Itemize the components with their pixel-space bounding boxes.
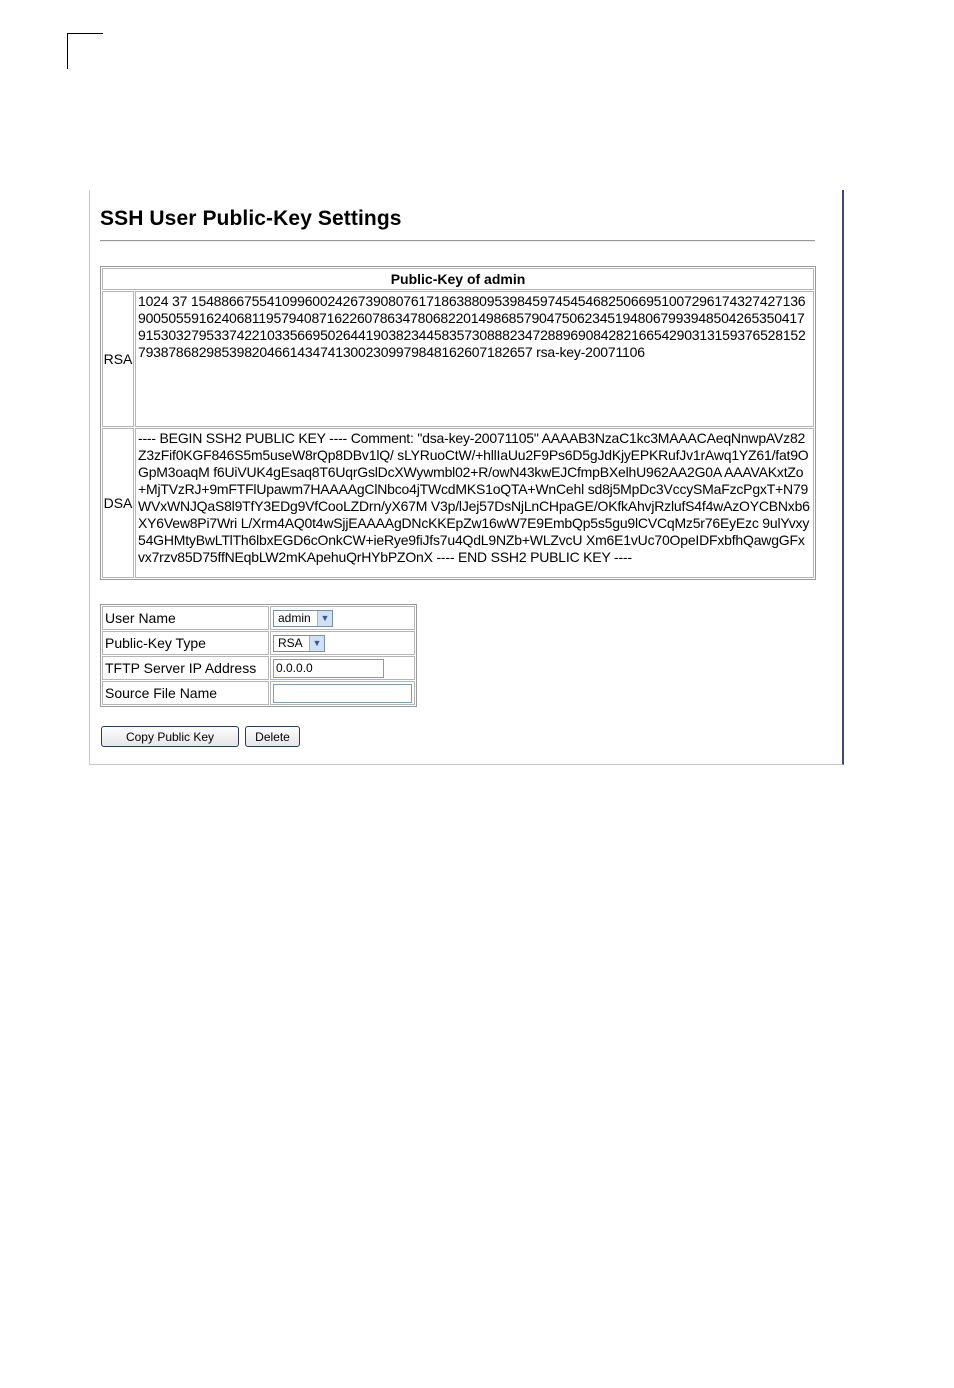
form-row — [102, 656, 415, 680]
delete-button[interactable]: Delete — [245, 726, 300, 747]
table-row — [102, 428, 814, 578]
title-divider — [100, 240, 815, 242]
source-file-name-input[interactable] — [273, 684, 412, 703]
key-settings-form — [100, 604, 417, 707]
key-type-label: Public-Key Type — [102, 631, 269, 655]
crop-mark — [67, 33, 68, 69]
user-name-value: admin — [278, 610, 311, 625]
public-key-table-header: Public-Key of admin — [102, 268, 814, 290]
tftp-server-ip-label: TFTP Server IP Address — [102, 656, 269, 680]
chevron-down-icon[interactable]: ▼ — [309, 636, 324, 651]
key-type-label: DSA — [102, 428, 134, 578]
tftp-server-ip-input[interactable]: 0.0.0.0 — [273, 659, 384, 678]
key-type-select[interactable] — [273, 635, 325, 652]
table-header-row — [102, 268, 814, 290]
rsa-key-value: 1024 37 154886675541099600242673908076171863880953984597454546825066951007296174327427136900505591624068119579408716226078634780682201498685790475062345194806799394850426535041791530327953374221033566950264419038234458357308882347288969084282166542903131593765281527938786829853982046614347413002309979848162607182657 rsa-key-20071106 — [135, 291, 814, 427]
dsa-key-value: ---- BEGIN SSH2 PUBLIC KEY ---- Comment: "dsa-key-20071105" AAAAB3NzaC1kc3MAAACAeqNnwpAVz82Z3zFif0KGF846S5m5useW8rQp8DBv1lQ/ sLYRuoCtW/+hllIaUu2F9Ps6D5gJdKjyEPKRufJv1rAwq1YZ61/fat9OGpM3oaqM f6UiVUK4gEsaq8T6UqrGslDcXWywmbl02+R/owN43kwEJCfmpBXelhU962AA2G0A AAAVAKxtZo+MjTVzRJ+9mFTFlUpawm7HAAAAgClNbco4jTWcdMKS1oQTA+WnCehl sd8j5MpDc3VccySMaFzcPgxT+N79WVxWNJQaS8l9TfY3EDg9VfCooLZDrn/yX67M V3p/lJej57DsNjLnCHpaGE/OKfkAhvjRzlufS4f4wAzOYCBNxb6XY6Vew8Pi7Wri L/Xrm4AQ0t4wSjjEAAAAgDNcKKEpZw16wW7E9EmbQp5s5gu9lCVCqMz5r76EyEzc 9ulYvxy54GHMtyBwLTlTh6lbxEGD6cOnkCW+ieRye9fiJfs7u4QdL9NZb+WLZvcU Xm6E1vUc70OpeIDFxbfhQawgGFxvx7rzv85D75ffNEqbLW2mKApehuQrHYbPZOnX ---- END SSH2 PUBLIC KEY ---- — [135, 428, 814, 578]
user-name-select[interactable] — [273, 610, 333, 627]
user-name-label: User Name — [102, 606, 269, 630]
page-title: SSH User Public-Key Settings — [100, 207, 402, 230]
chevron-down-icon[interactable]: ▼ — [317, 611, 332, 626]
form-row — [102, 681, 415, 705]
crop-mark — [67, 33, 103, 34]
copy-public-key-button[interactable]: Copy Public Key — [101, 726, 239, 747]
key-type-label: RSA — [102, 291, 134, 427]
form-row — [102, 631, 415, 655]
source-file-name-label: Source File Name — [102, 681, 269, 705]
key-type-value: RSA — [278, 635, 303, 650]
public-key-table — [100, 266, 816, 580]
form-row — [102, 606, 415, 630]
table-row — [102, 291, 814, 427]
